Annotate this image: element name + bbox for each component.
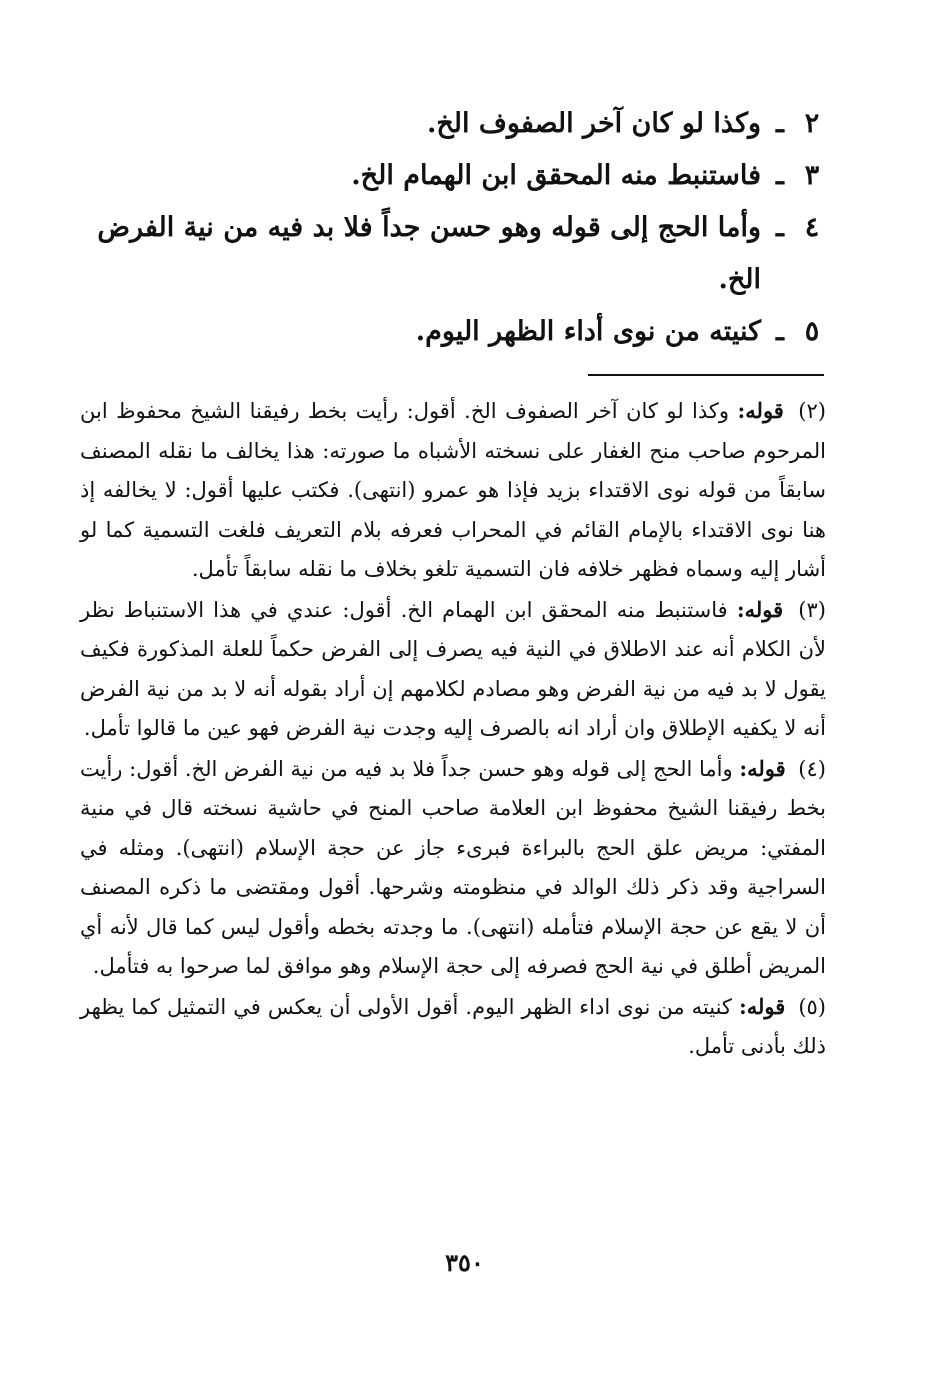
item-dash: ـ — [776, 160, 784, 191]
item-text: كنيته من نوى أداء الظهر اليوم. — [415, 316, 761, 347]
footnote-number: (٣) — [798, 597, 826, 622]
main-item — [77, 306, 829, 358]
main-item — [77, 202, 829, 306]
footnote — [80, 391, 826, 590]
footnote-key: قوله: — [737, 398, 784, 423]
footnote-text: وأما الحج إلى قوله وهو حسن جداً فلا بد فيه من نية الفرض الخ. أقول: رأيت بخط رفيقنا الشيخ محفوظ ابن العلامة صاحب المنح في حاشية نسخته قال في منية المفتي: مريض علق الحج بالبراءة فبرىء جاز عن حجة الإسلام (انتهى). ومثله في السراجية وقد ذكر ذلك الوالد في منظومته وشرحها. أقول ومقتضى ما ذكره المصنف أن لا يقع عن حجة الإسلام فتأمله (انتهى). ما وجدته بخطه وأقول ليس كما قال لأنه أي المريض أطلق في نية الحج فصرفه إلى حجة الإسلام وهو موافق لما صرحوا به فتأمل. — [80, 756, 826, 978]
page-number: ٣٥٠ — [445, 1248, 484, 1277]
item-number: ٢ — [804, 108, 820, 139]
footnotes — [80, 391, 826, 1067]
footnote-key: قوله: — [736, 596, 784, 622]
footnote-key: قوله: — [739, 755, 786, 781]
main-text-list — [77, 98, 829, 358]
item-text: فاستنبط منه المحقق ابن الهمام الخ. — [351, 160, 761, 191]
footnote-text: وكذا لو كان آخر الصفوف الخ. أقول: رأيت بخط رفيقنا الشيخ محفوظ ابن المرحوم صاحب منح الغفار على نسخته الأشباه ما صورته: هذا يخالف ما نقله المصنف سابقاً من قوله نوى الاقتداء بزيد فإذا هو عمرو (انتهى). فكتب عليها أقول: لا يخالفه إذ هنا نوى الاقتداء بالإمام القائم في المحراب فعرفه بلام التعريف فلغت التسمية كما لو أشار إليه وسماه فظهر خلافه فان التسمية تلغو بخلاف ما نقله سابقاً تأمل. — [80, 399, 826, 581]
footnote-separator — [588, 374, 824, 376]
item-number: ٥ — [804, 316, 820, 347]
footnote-key: قوله: — [738, 993, 786, 1019]
main-item — [77, 98, 829, 150]
footnote — [80, 749, 826, 987]
footnote — [80, 987, 826, 1067]
item-text: وكذا لو كان آخر الصفوف الخ. — [426, 108, 761, 139]
item-dash: ـ — [776, 316, 784, 347]
item-number: ٤ — [804, 212, 820, 243]
footnote-number: (٢) — [798, 399, 826, 423]
footnote-number: (٤) — [798, 756, 826, 781]
footnote-number: (٥) — [798, 994, 826, 1019]
footnote-text: فاستنبط منه المحقق ابن الهمام الخ. أقول: عندي في هذا الاستنباط نظر لأن الكلام أنه عند الاطلاق في النية فيه يصرف إلى الفرض حكماً للعلة المذكورة فكيف يقول لا بد فيه من نية الفرض وهو مصادم لكلامهم إن أراد بقوله أنه لا بد من نية الفرض أنه لا يكفيه الإطلاق وان أراد انه بالصرف إليه وجدت نية الفرض فهو عين ما قالوا تأمل. — [80, 597, 826, 740]
item-number: ٣ — [804, 160, 820, 191]
item-dash: ـ — [776, 212, 784, 243]
footnote-text: كنيته من نوى اداء الظهر اليوم. أقول الأولى أن يعكس في التمثيل كما يظهر ذلك بأدنى تأمل. — [80, 994, 826, 1058]
item-dash: ـ — [776, 108, 784, 139]
item-text: وأما الحج إلى قوله وهو حسن جداً فلا بد فيه من نية الفرض الخ. — [97, 212, 761, 295]
footnote — [80, 590, 826, 749]
main-item — [77, 150, 829, 202]
